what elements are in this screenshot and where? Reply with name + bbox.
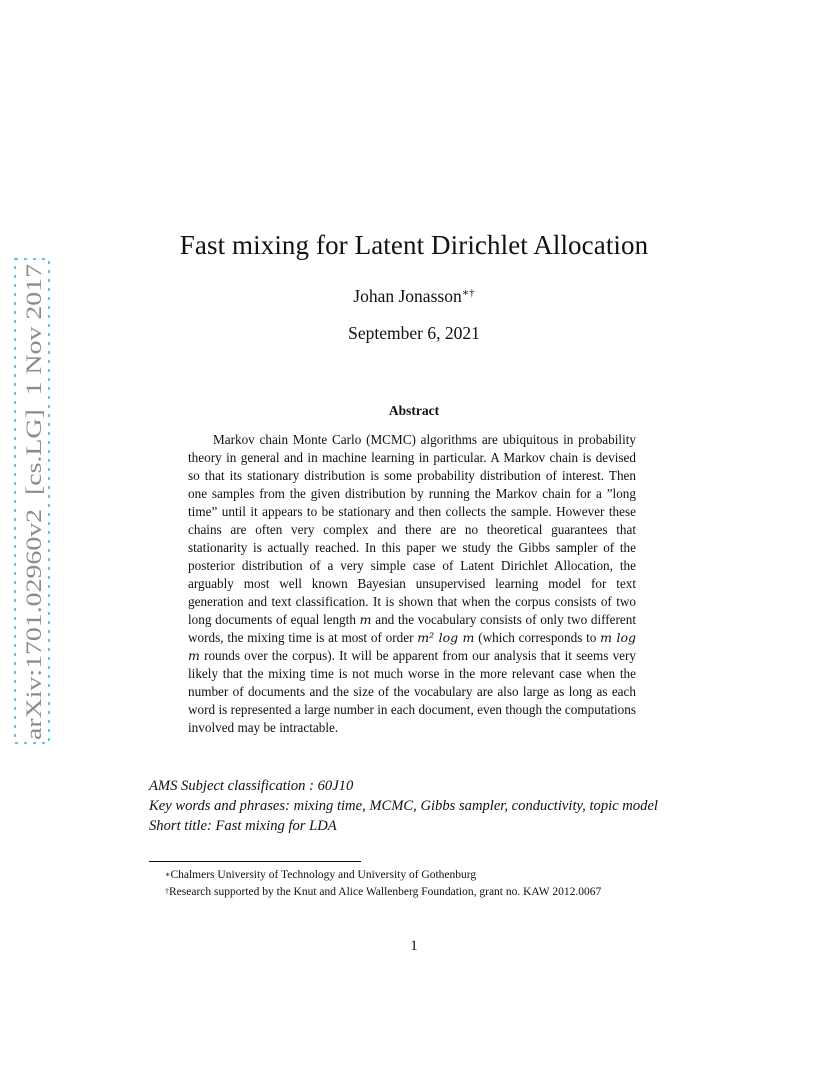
- keywords: Key words and phrases: mixing time, MCMC, Gibbs sampler, conductivity, topic model: [149, 798, 658, 814]
- abstract-text-3: (which corresponds to: [478, 630, 597, 645]
- paper-metadata: [149, 776, 683, 836]
- arxiv-stamp-text: arXiv:1701.02960v2 [cs.LG] 1 Nov 2017: [21, 355, 46, 740]
- footnote-funding: [165, 884, 695, 901]
- paper-date: September 6, 2021: [348, 323, 480, 343]
- author-name: Johan Jonasson: [353, 286, 462, 306]
- math-rounds: m log m: [188, 630, 636, 663]
- short-title: Short title: Fast mixing for LDA: [149, 818, 337, 834]
- footnote-rule: [149, 861, 361, 862]
- footnotes: [165, 867, 695, 901]
- paper-title: Fast mixing for Latent Dirichlet Allocation: [179, 230, 649, 260]
- math-mixing-order: m² log m: [417, 630, 475, 645]
- abstract-body: [188, 431, 636, 737]
- abstract-heading: Abstract: [388, 403, 440, 418]
- footnote-mark: ∗: [165, 870, 171, 879]
- abstract-paragraph: [188, 431, 636, 737]
- footnote-mark: †: [165, 887, 169, 896]
- author-line: [0, 284, 828, 308]
- page-number: 1: [410, 938, 418, 954]
- abstract-text-4: rounds over the corpus). It will be apparent from our analysis that it seems very likely that the mixing time is not much worse in the more relevant case when the number of documents and the size of the vocabulary are also large as long as each word is represented a large number in each document, even though the computations involved may be intractable.: [188, 648, 636, 735]
- footnote-affiliation: [165, 867, 695, 884]
- footnote-text: Research supported by the Knut and Alice Wallenberg Foundation, grant no. KAW 2012.0067: [169, 886, 602, 898]
- abstract-text-2: and the vocabulary consists of only two different words, the mixing time is at most of order: [188, 612, 637, 645]
- abstract-text-1: Markov chain Monte Carlo (MCMC) algorithms are ubiquitous in probability theory in general and in machine learning in particular. A Markov chain is devised so that its stationary distribution is some probability distribution of interest. Then one samples from the given distribution by running the Markov chain for a ”long time” until it appears to be stationary and then collects the sample. However these chains are often very complex and there are no theoretical guarantees that stationarity is actually reached. In this paper we study the Gibbs sampler of the posterior distribution of a very simple case of Latent Dirichlet Allocation, the arguably most well known Bayesian unsupervised learning model for text generation and text classification. It is shown that when the corpus consists of two long documents of equal length: [188, 432, 636, 627]
- ams-classification: AMS Subject classification : 60J10: [149, 778, 354, 794]
- math-m: m: [359, 612, 372, 627]
- author-footnote-marks: ∗†: [461, 287, 475, 299]
- footnote-text: Chalmers University of Technology and University of Gothenburg: [170, 869, 477, 881]
